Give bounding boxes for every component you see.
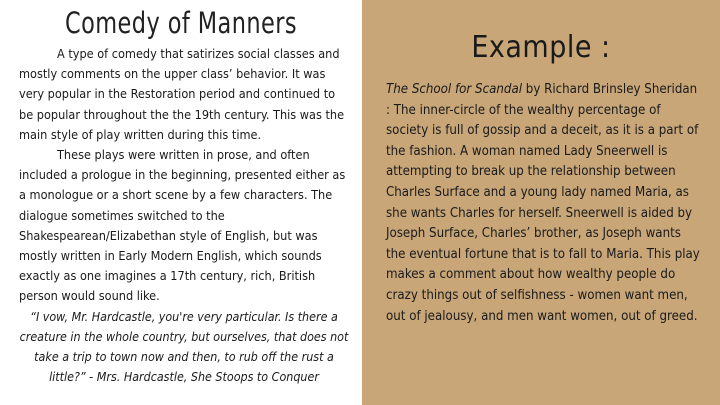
work-title: The School for Scandal: [386, 82, 523, 97]
right-title: Example :: [471, 30, 611, 65]
example-text: by Richard Brinsley Sheridan : The inner-circle of the wealthy percentage of society is full of gossip and a deceit, as it is a part of the fashion. A woman named Lady Sneerwell is attempting to break up the relationship between Charles Surface and a young lady named Maria, as she wants Charles for herself. Sneerwell is aided by Joseph Surface, Charles’ brother, as Joseph wants the eventual fortune that is to fall to Maria. This play makes a comment about how wealthy people do crazy things out of selfishness - women want men, out of jealousy, and men want women, out of greed.: [386, 82, 700, 324]
left-title: Comedy of Manners: [64, 6, 298, 40]
style-paragraph: These plays were written in prose, and often included a prologue in the beginning, presented either as a monologue or a short scene by a few characters. The dialogue sometimes switched to the Shakespearean/Elizabethan style of English, but was mostly written in Early Modern English, which sounds exactly as one imagines a 17th century, rich, British person would sound like.: [19, 147, 346, 304]
right-body: [386, 80, 700, 327]
definition-paragraph: A type of comedy that satirizes social classes and mostly comments on the upper class’ behavior. It was very popular in the Restoration period and continued to be popular throughout the the 19th century. This was the main style of play written during this time.: [19, 46, 345, 142]
left-body: [19, 44, 349, 387]
quote-paragraph: “I vow, Mr. Hardcastle, you're very particular. Is there a creature in the whole country, but ourselves, that does not take a trip to town now and then, to rub off the rust a little?” - Mrs. Hardcastle, She Stoops to Conquer: [19, 308, 349, 385]
